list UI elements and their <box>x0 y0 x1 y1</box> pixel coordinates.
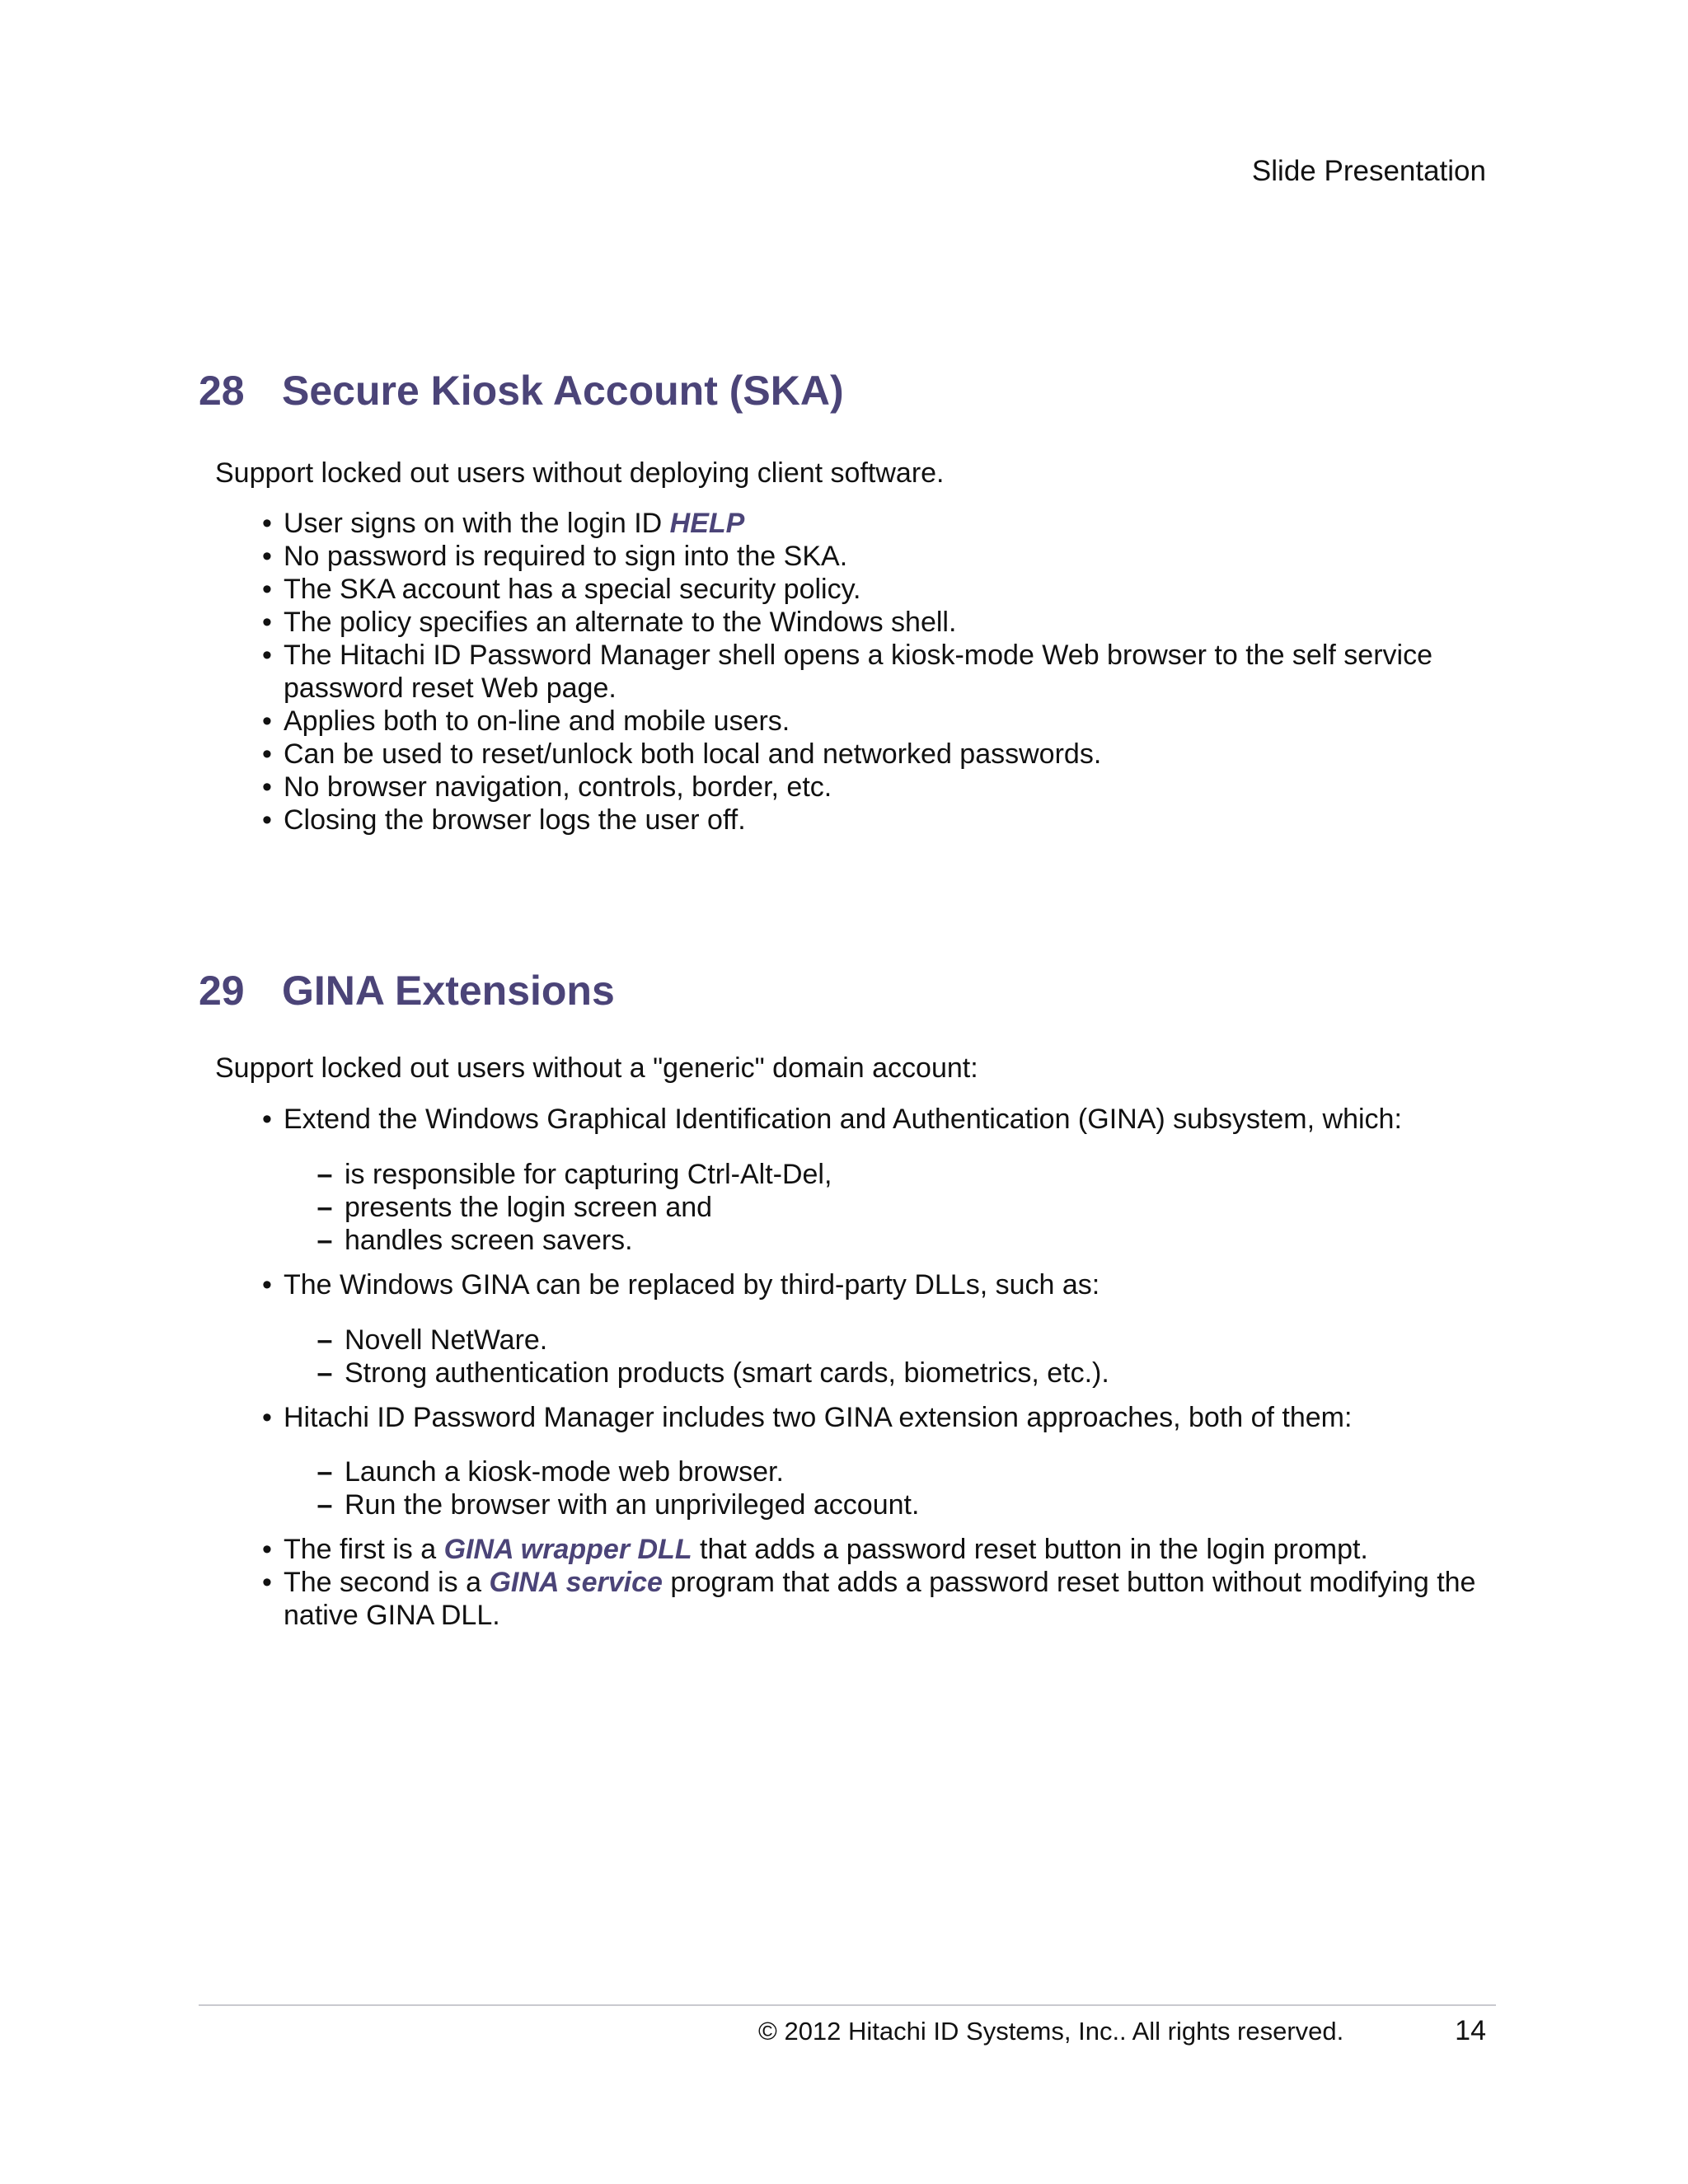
bullet-icon: • <box>262 1104 272 1135</box>
list-item-text: that adds a password reset button in the login prompt. <box>692 1534 1368 1565</box>
bullet-icon: • <box>262 508 272 539</box>
running-header: Slide Presentation <box>1251 155 1486 187</box>
bullet-icon: • <box>262 804 272 836</box>
dash-icon: – <box>316 1192 333 1223</box>
list-item-text: The SKA account has a special security policy. <box>284 574 861 605</box>
dash-icon: – <box>316 1489 333 1521</box>
dash-icon: – <box>316 1324 333 1356</box>
sub-list-item-text: is responsible for capturing Ctrl-Alt-Del, <box>345 1159 832 1190</box>
section-title: Secure Kiosk Account (SKA) <box>282 368 844 414</box>
bullet-icon: • <box>262 574 272 605</box>
sub-list-item-text: presents the login screen and <box>345 1192 713 1223</box>
bullet-icon: • <box>262 705 272 737</box>
section-number: 28 <box>199 368 245 414</box>
bullet-icon: • <box>262 1402 272 1433</box>
sub-list-item-text: handles screen savers. <box>345 1225 633 1256</box>
footer-divider <box>199 2004 1496 2006</box>
list-item-text: Can be used to reset/unlock both local and networked passwords. <box>284 738 1102 770</box>
emphasis-term: GINA service <box>489 1567 663 1598</box>
section-intro: Support locked out users without deploying client software. <box>215 457 945 489</box>
list-item-text: The policy specifies an alternate to the Windows shell. <box>284 607 957 638</box>
list-item-text: Closing the browser logs the user off. <box>284 804 746 836</box>
list-item-text: Applies both to on-line and mobile users. <box>284 705 790 737</box>
section-title: GINA Extensions <box>282 968 615 1014</box>
section-intro: Support locked out users without a "generic" domain account: <box>215 1052 978 1084</box>
list-item-text: The Hitachi ID Password Manager shell opens a kiosk-mode Web browser to the self service password reset Web page. <box>284 640 1432 704</box>
list-item-text: Hitachi ID Password Manager includes two GINA extension approaches, both of them: <box>284 1402 1353 1433</box>
section-heading-ska <box>199 366 844 415</box>
emphasis-term: HELP <box>669 508 745 539</box>
list-item-text: program that adds a password reset button without modifying the native GINA DLL. <box>284 1567 1476 1631</box>
list-item-text: Extend the Windows Graphical Identification and Authentication (GINA) subsystem, which: <box>284 1104 1402 1135</box>
sub-list-item-text: Novell NetWare. <box>345 1324 548 1356</box>
bullet-icon: • <box>262 607 272 638</box>
bullet-icon: • <box>262 1534 272 1565</box>
bullet-icon: • <box>262 1567 272 1598</box>
list-item-text: User signs on with the login ID <box>284 508 670 539</box>
list-item-text: The second is a <box>284 1567 490 1598</box>
list-item-text: No browser navigation, controls, border, etc. <box>284 771 832 803</box>
dash-icon: – <box>316 1357 333 1389</box>
section-number: 29 <box>199 968 245 1014</box>
sub-list-item-text: Strong authentication products (smart cards, biometrics, etc.). <box>345 1357 1109 1389</box>
sub-list-item-text: Launch a kiosk-mode web browser. <box>345 1456 784 1488</box>
footer-copyright: © 2012 Hitachi ID Systems, Inc.. All rights reserved. <box>758 2017 1344 2046</box>
bullet-icon: • <box>262 1269 272 1301</box>
bullet-icon: • <box>262 541 272 572</box>
list-item-text: The Windows GINA can be replaced by third-party DLLs, such as: <box>284 1269 1100 1301</box>
bullet-icon: • <box>262 771 272 803</box>
section-heading-gina <box>199 966 615 1015</box>
page-number: 14 <box>1455 2015 1486 2046</box>
bullet-icon: • <box>262 738 272 770</box>
list-item-text: No password is required to sign into the SKA. <box>284 541 848 572</box>
dash-icon: – <box>316 1225 333 1256</box>
emphasis-term: GINA wrapper DLL <box>443 1534 692 1565</box>
bullet-icon: • <box>262 640 272 671</box>
list-item-text: The first is a <box>284 1534 444 1565</box>
dash-icon: – <box>316 1456 333 1488</box>
sub-list-item-text: Run the browser with an unprivileged account. <box>345 1489 920 1521</box>
dash-icon: – <box>316 1159 333 1190</box>
